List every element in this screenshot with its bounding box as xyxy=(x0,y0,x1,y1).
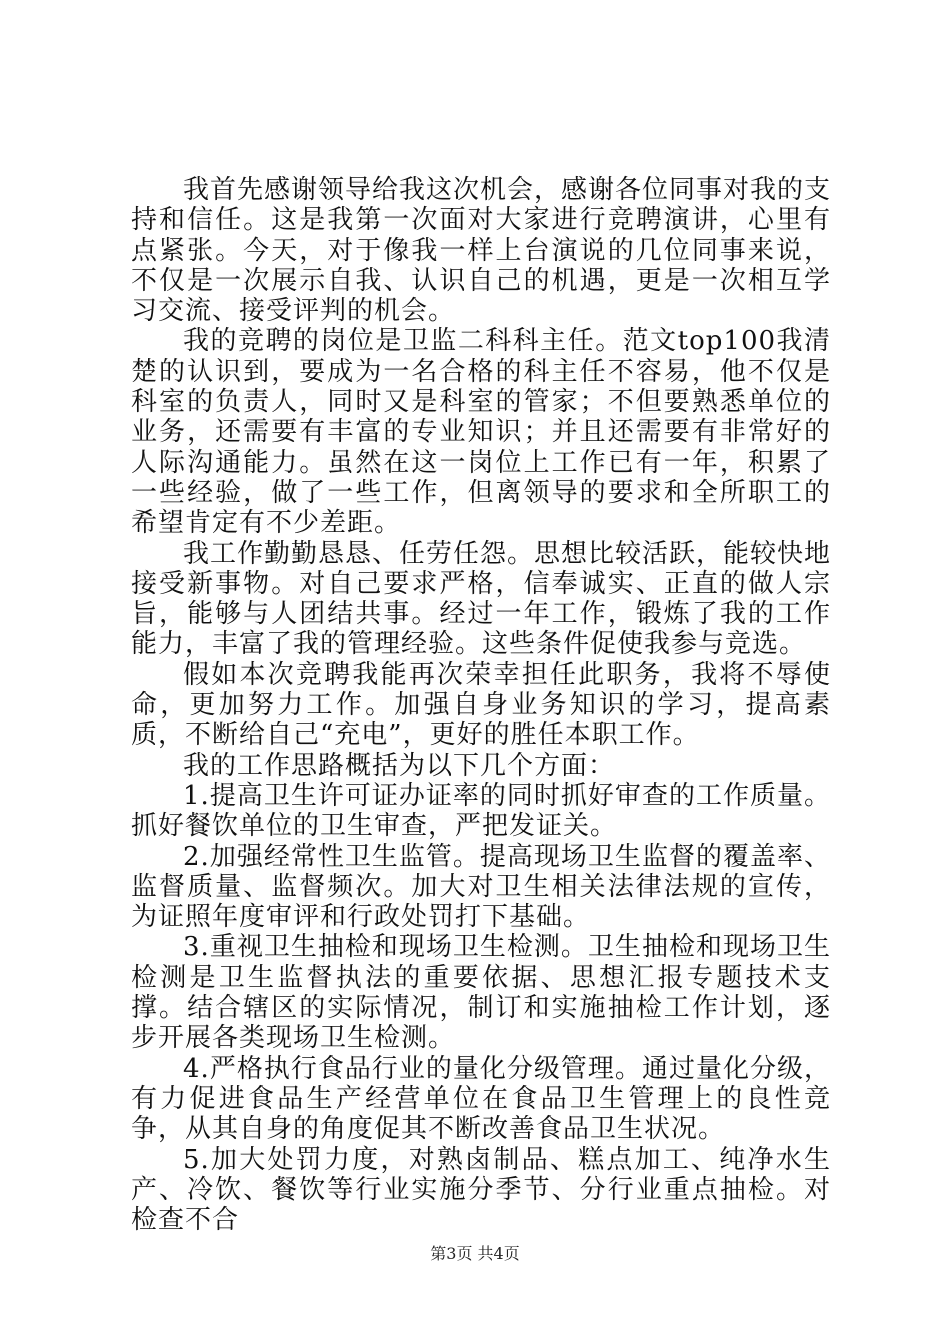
paragraph-commitment: 假如本次竞聘我能再次荣幸担任此职务，我将不辱使命，更加努力工作。加强自身业务知识的学习，提高素质，不断给自己“充电”，更好的胜任本职工作。 xyxy=(131,659,831,751)
paragraph-work-plan-intro: 我的工作思路概括为以下几个方面： xyxy=(183,750,616,781)
paragraph-item-5: 5.加大处罚力度，对熟卤制品、糕点加工、纯净水生产、冷饮、餐饮等行业实施分季节、分行业重点抽检。对检查不合 xyxy=(131,1144,831,1236)
document-body xyxy=(131,175,831,1235)
page-number-footer: 第3页 共4页 xyxy=(430,1244,520,1263)
paragraph-item-3: 3.重视卫生抽检和现场卫生检测。卫生抽检和现场卫生检测是卫生监督执法的重要依据、思想汇报专题技术支撑。结合辖区的实际情况，制订和实施抽检工作计划，逐步开展各类现场卫生检测。 xyxy=(131,932,831,1054)
paragraph-item-4: 4.严格执行食品行业的量化分级管理。通过量化分级，有力促进食品生产经营单位在食品卫生管理上的良性竞争，从其自身的角度促其不断改善食品卫生状况。 xyxy=(131,1053,831,1145)
paragraph-self-assessment: 我工作勤勤恳恳、任劳任怨。思想比较活跃，能较快地接受新事物。对自己要求严格，信奉诚实、正直的做人宗旨，能够与人团结共事。经过一年工作，锻炼了我的工作能力，丰富了我的管理经验。这些条件促使我参与竞选。 xyxy=(131,538,832,660)
paragraph-item-2: 2.加强经常性卫生监管。提高现场卫生监督的覆盖率、监督质量、监督频次。加大对卫生相关法律法规的宣传，为证照年度审评和行政处罚打下基础。 xyxy=(131,841,831,933)
paragraph-item-1: 1.提高卫生许可证办证率的同时抓好审查的工作质量。抓好餐饮单位的卫生审查，严把发证关。 xyxy=(131,780,831,842)
paragraph-opening-thanks: 我首先感谢领导给我这次机会，感谢各位同事对我的支持和信任。这是我第一次面对大家进行竞聘演讲，心里有点紧张。今天，对于像我一样上台演说的几位同事来说，不仅是一次展示自我、认识自己的机遇，更是一次相互学习交流、接受评判的机会。 xyxy=(131,175,832,327)
paragraph-position: 我的竞聘的岗位是卫监二科科主任。范文top100我清楚的认识到，要成为一名合格的科主任不容易，他不仅是科室的负责人，同时又是科室的管家；不但要熟悉单位的业务，还需要有丰富的专业知识；并且还需要有非常好的人际沟通能力。虽然在这一岗位上工作已有一年，积累了一些经验，做了一些工作，但离领导的要求和全所职工的希望肯定有不少差距。 xyxy=(131,326,831,539)
